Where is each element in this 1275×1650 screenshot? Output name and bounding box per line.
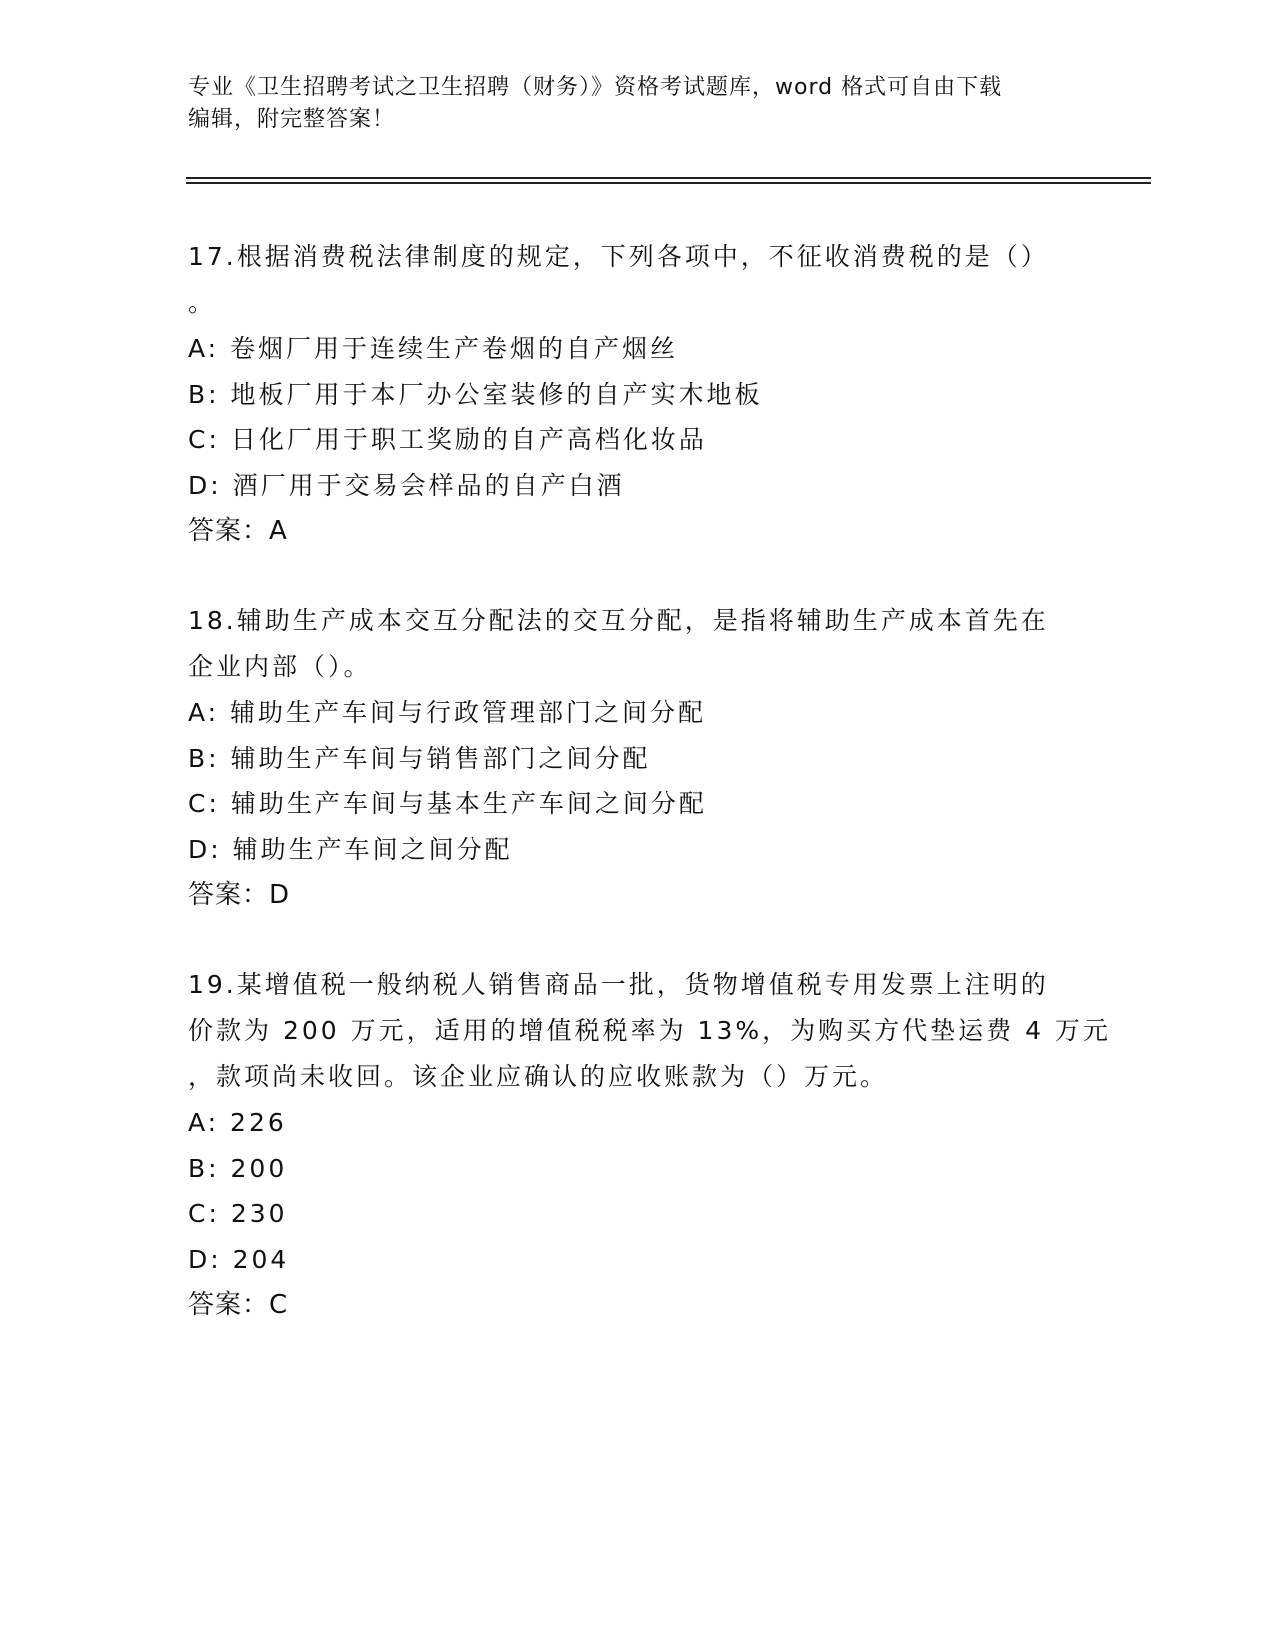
option-d: D: 辅助生产车间之间分配 — [188, 834, 513, 864]
answer-label: 答案：A — [188, 516, 288, 546]
question-stem-line: ，款项尚未收回。该企业应确认的应收账款为（）万元。 — [188, 1062, 889, 1091]
option-a: A: 226 — [188, 1108, 287, 1137]
option-c: C: 辅助生产车间与基本生产车间之间分配 — [188, 789, 707, 818]
question-stem — [188, 962, 1111, 1100]
answer-label: 答案：D — [188, 880, 291, 910]
question-stem-line: 18.辅助生产成本交互分配法的交互分配，是指将辅助生产成本首先在 — [188, 606, 1049, 635]
question-18 — [188, 598, 1088, 918]
question-stem-line: 19.某增值税一般纳税人销售商品一批，货物增值税专用发票上注明的 — [188, 970, 1049, 999]
option-c: C: 日化厂用于职工奖励的自产高档化妆品 — [188, 425, 707, 454]
header-line-1: 专业《卫生招聘考试之卫生招聘（财务）》资格考试题库，word 格式可自由下载 — [188, 75, 1003, 100]
question-stem-line: 。 — [188, 288, 217, 317]
question-stem — [188, 234, 1088, 326]
question-19 — [188, 962, 1111, 1328]
option-a: A: 辅助生产车间与行政管理部门之间分配 — [188, 698, 707, 727]
question-stem — [188, 598, 1088, 690]
question-stem-line: 17.根据消费税法律制度的规定，下列各项中，不征收消费税的是（） — [188, 242, 1049, 271]
option-b: B: 辅助生产车间与销售部门之间分配 — [188, 743, 651, 773]
answer-label: 答案：C — [188, 1290, 289, 1320]
option-a: A: 卷烟厂用于连续生产卷烟的自产烟丝 — [188, 334, 679, 363]
question-stem-line: 价款为 200 万元，适用的增值税税率为 13%，为购买方代垫运费 4 万元 — [188, 1016, 1111, 1045]
header-line-2: 编辑，附完整答案！ — [188, 107, 396, 132]
document-header — [188, 72, 1088, 136]
question-stem-line: 企业内部（）。 — [188, 652, 372, 681]
option-b: B: 地板厂用于本厂办公室装修的自产实木地板 — [188, 379, 763, 409]
question-17 — [188, 234, 1088, 554]
option-d: D: 204 — [188, 1244, 290, 1274]
header-divider-bottom — [186, 182, 1151, 184]
header-divider-top — [186, 177, 1151, 179]
option-d: D: 酒厂用于交易会样品的自产白酒 — [188, 470, 625, 500]
option-b: B: 200 — [188, 1153, 288, 1183]
option-c: C: 230 — [188, 1199, 288, 1228]
